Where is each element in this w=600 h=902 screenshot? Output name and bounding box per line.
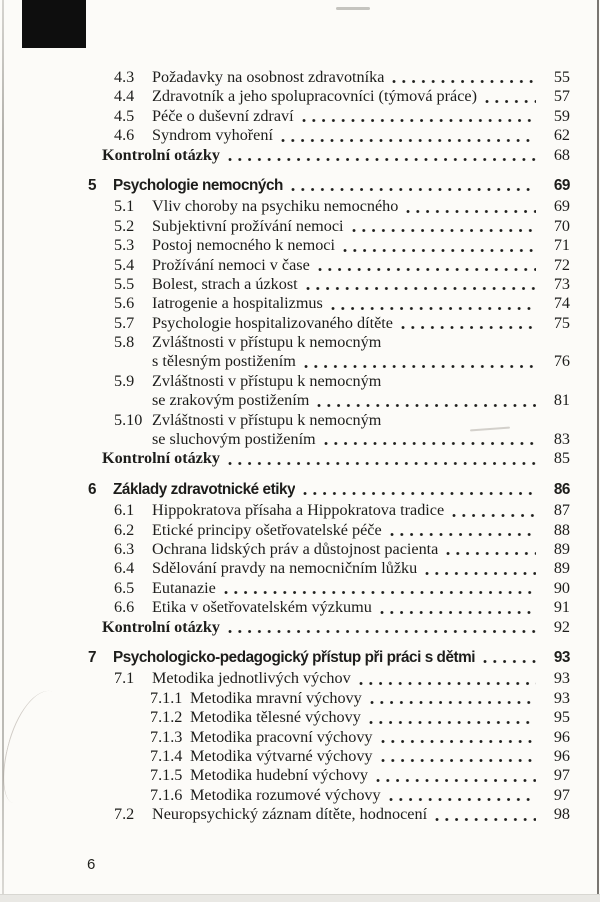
dot-leader [324, 441, 536, 446]
entry-page-number: 72 [553, 255, 570, 274]
toc-entry [88, 559, 570, 578]
toc-entry [88, 766, 570, 785]
entry-page-number: 96 [553, 746, 570, 765]
entry-title: Psychologie nemocných [113, 176, 283, 194]
entry-title: Ochrana lidských práv a důstojnost pacienta [152, 540, 439, 559]
toc-entry [88, 480, 570, 499]
entry-number: 4.3 [114, 68, 135, 86]
dot-leader [376, 778, 536, 783]
entry-page-number: 88 [553, 520, 570, 539]
entry-title: Metodika jednotlivých výchov [152, 669, 351, 688]
dot-leader [291, 187, 536, 192]
entry-page-number: 57 [553, 87, 570, 106]
dot-leader [228, 629, 536, 634]
entry-title: Metodika hudební výchovy [190, 766, 369, 785]
toc-entry [88, 648, 570, 667]
entry-page-number: 97 [553, 785, 570, 804]
toc-entry [88, 598, 570, 617]
toc-entry [88, 805, 570, 824]
dot-leader [343, 248, 536, 253]
entry-page-number: 98 [553, 805, 570, 824]
entry-number: 7.1.3 [150, 727, 183, 746]
dot-leader [483, 659, 536, 664]
toc-entry [88, 786, 570, 805]
entry-number: 7.1.1 [150, 688, 183, 707]
entry-number: 4.6 [114, 126, 135, 145]
dot-leader [228, 157, 536, 162]
entry-title: Etika v ošetřovatelském výzkumu [152, 598, 372, 617]
entry-page-number: 90 [553, 578, 570, 597]
toc-entry [88, 176, 570, 195]
toc-entry [88, 747, 570, 766]
dot-leader [401, 325, 536, 330]
entry-title: Metodika pracovní výchovy [190, 727, 373, 746]
entry-number: 4.5 [114, 106, 135, 125]
entry-page-number: 95 [553, 708, 570, 727]
entry-number: 5.7 [114, 313, 135, 332]
dot-leader [318, 267, 536, 272]
table-of-contents [88, 68, 570, 825]
entry-continuation-line [88, 430, 570, 449]
entry-number: 7.1.5 [150, 766, 183, 785]
entry-number: 5.10 [114, 410, 143, 429]
dot-leader [306, 286, 536, 291]
entry-number: 6.2 [114, 520, 135, 539]
dot-leader [302, 118, 536, 123]
entry-title: Metodika tělesné výchovy [190, 708, 361, 727]
entry-title: Kontrolní otázky [102, 449, 220, 468]
entry-page-number: 89 [553, 559, 570, 578]
dot-leader [303, 491, 536, 496]
entry-number: 5.9 [114, 371, 135, 390]
entry-number: 5.6 [114, 294, 135, 313]
scan-edge-right [597, 0, 599, 902]
dot-leader [425, 571, 536, 576]
toc-entry [88, 540, 570, 559]
toc-entry [88, 107, 570, 126]
entry-title: Etické principy ošetřovatelské péče [152, 520, 382, 539]
entry-page-number: 96 [553, 727, 570, 746]
entry-page-number: 71 [553, 236, 570, 255]
dot-leader [370, 700, 536, 705]
dot-leader [452, 513, 536, 518]
entry-title: Hippokratova přísaha a Hippokratova tradice [152, 501, 445, 520]
entry-page-number: 91 [553, 598, 570, 617]
entry-title: Zvláštnosti v přístupu k nemocným [152, 410, 382, 429]
entry-title: Zvláštnosti v přístupu k nemocným [152, 333, 382, 352]
dot-leader [331, 306, 536, 311]
entry-title: Zvláštnosti v přístupu k nemocným [152, 371, 382, 390]
entry-title: Syndrom vyhoření [152, 126, 273, 145]
entry-continuation-line [88, 352, 570, 371]
entry-title: Neuropsychický záznam dítěte, hodnocení [152, 805, 428, 824]
dot-leader [446, 551, 536, 556]
entry-number: 7.2 [114, 805, 135, 824]
entry-first-line [88, 333, 570, 352]
entry-page-number: 85 [553, 449, 570, 468]
entry-page-number: 74 [553, 294, 570, 313]
entry-number: 6.6 [114, 598, 135, 617]
entry-page-number: 93 [553, 688, 570, 707]
entry-number: 4.4 [114, 87, 135, 106]
toc-entry [88, 126, 570, 145]
entry-number: 7 [88, 648, 97, 666]
dot-leader [352, 228, 536, 233]
dot-leader [281, 138, 536, 143]
entry-title: Kontrolní otázky [102, 145, 220, 164]
entry-number: 5 [88, 176, 97, 194]
dot-leader [369, 720, 536, 725]
scan-black-mark [22, 0, 86, 48]
dot-leader [389, 797, 536, 802]
entry-number: 6.5 [114, 578, 135, 597]
entry-number: 5.4 [114, 255, 135, 274]
entry-number: 5.3 [114, 236, 135, 255]
toc-entry [88, 294, 570, 313]
entry-page-number: 68 [553, 145, 570, 164]
dot-leader [485, 99, 536, 104]
entry-title: Metodika rozumové výchovy [190, 785, 381, 804]
toc-entry [88, 501, 570, 520]
entry-continuation-line [88, 391, 570, 410]
entry-number: 5.2 [114, 216, 135, 235]
entry-title: Eutanazie [152, 578, 216, 597]
entry-number: 5.1 [114, 197, 135, 216]
entry-title-continued: s tělesným postižením [152, 352, 296, 371]
entry-title: Psychologicko-pedagogický přístup při práci s dětmi [113, 648, 476, 666]
dot-leader [304, 364, 536, 369]
toc-entry [88, 689, 570, 708]
entry-title: Zdravotník a jeho spolupracovníci (týmová práce) [152, 87, 477, 106]
entry-page-number: 81 [553, 391, 570, 410]
toc-entry [88, 579, 570, 598]
entry-page-number: 87 [553, 501, 570, 520]
entry-page-number: 89 [553, 540, 570, 559]
entry-number: 6.3 [114, 540, 135, 559]
dot-leader [380, 610, 536, 615]
entry-title: Metodika mravní výchovy [190, 688, 362, 707]
entry-title-continued: se zrakovým postižením [152, 391, 310, 410]
entry-page-number: 69 [553, 197, 570, 216]
entry-page-number: 83 [553, 430, 570, 449]
entry-number: 7.1 [114, 669, 135, 688]
toc-entry [88, 669, 570, 688]
dot-leader [359, 681, 536, 686]
entry-title: Sdělování pravdy na nemocničním lůžku [152, 559, 418, 578]
dot-leader [381, 739, 536, 744]
dot-leader [228, 461, 536, 466]
entry-page-number: 93 [553, 648, 570, 666]
entry-number: 5.8 [114, 333, 135, 352]
entry-title: Postoj nemocného k nemoci [152, 236, 335, 255]
dot-leader [406, 209, 536, 214]
entry-page-number: 55 [553, 68, 570, 86]
entry-number: 5.5 [114, 274, 135, 293]
entry-page-number: 93 [553, 669, 570, 688]
entry-first-line [88, 411, 570, 430]
scan-edge-bottom [0, 894, 600, 902]
entry-page-number: 97 [553, 766, 570, 785]
entry-page-number: 76 [553, 352, 570, 371]
dot-leader [224, 590, 536, 595]
entry-number: 7.1.6 [150, 785, 183, 804]
entry-title: Metodika výtvarné výchovy [190, 746, 373, 765]
entry-page-number: 70 [553, 216, 570, 235]
toc-entry [88, 333, 570, 372]
scan-artifact [0, 684, 69, 810]
toc-entry [88, 197, 570, 216]
entry-title: Kontrolní otázky [102, 617, 220, 636]
toc-entry [88, 708, 570, 727]
dot-leader [381, 758, 536, 763]
entry-page-number: 75 [553, 313, 570, 332]
page-number-footer: 6 [87, 856, 96, 873]
entry-first-line [88, 372, 570, 391]
toc-entry [88, 372, 570, 411]
toc-entry [88, 618, 570, 637]
entry-title: Subjektivní prožívání nemoci [152, 216, 344, 235]
toc-entry [88, 728, 570, 747]
dot-leader [390, 532, 536, 537]
toc-entry [88, 217, 570, 236]
entry-number: 6.1 [114, 501, 135, 520]
dot-leader [392, 79, 536, 84]
dot-leader [435, 817, 536, 822]
entry-number: 6.4 [114, 559, 135, 578]
entry-title: Bolest, strach a úzkost [152, 274, 298, 293]
toc-entry [88, 68, 570, 87]
dot-leader [317, 403, 536, 408]
entry-title: Péče o duševní zdraví [152, 106, 294, 125]
toc-entry [88, 146, 570, 165]
toc-entry [88, 314, 570, 333]
entry-title: Prožívání nemoci v čase [152, 255, 310, 274]
toc-entry [88, 275, 570, 294]
toc-entry [88, 87, 570, 106]
entry-number: 7.1.4 [150, 746, 183, 765]
entry-page-number: 73 [553, 274, 570, 293]
scan-artifact [336, 7, 370, 10]
entry-page-number: 69 [553, 176, 570, 194]
entry-page-number: 62 [553, 126, 570, 145]
entry-page-number: 86 [553, 480, 570, 498]
entry-page-number: 92 [553, 617, 570, 636]
toc-entry [88, 256, 570, 275]
entry-page-number: 59 [553, 106, 570, 125]
entry-number: 6 [88, 480, 97, 498]
entry-title: Psychologie hospitalizovaného dítěte [152, 313, 393, 332]
entry-title: Požadavky na osobnost zdravotníka [152, 68, 385, 86]
toc-entry [88, 236, 570, 255]
entry-title: Základy zdravotnické etiky [113, 480, 296, 498]
entry-title: Iatrogenie a hospitalizmus [152, 294, 323, 313]
toc-entry [88, 411, 570, 450]
toc-entry [88, 449, 570, 468]
entry-title: Vliv choroby na psychiku nemocného [152, 197, 399, 216]
entry-number: 7.1.2 [150, 708, 183, 727]
entry-title-continued: se sluchovým postižením [152, 430, 316, 449]
toc-entry [88, 521, 570, 540]
